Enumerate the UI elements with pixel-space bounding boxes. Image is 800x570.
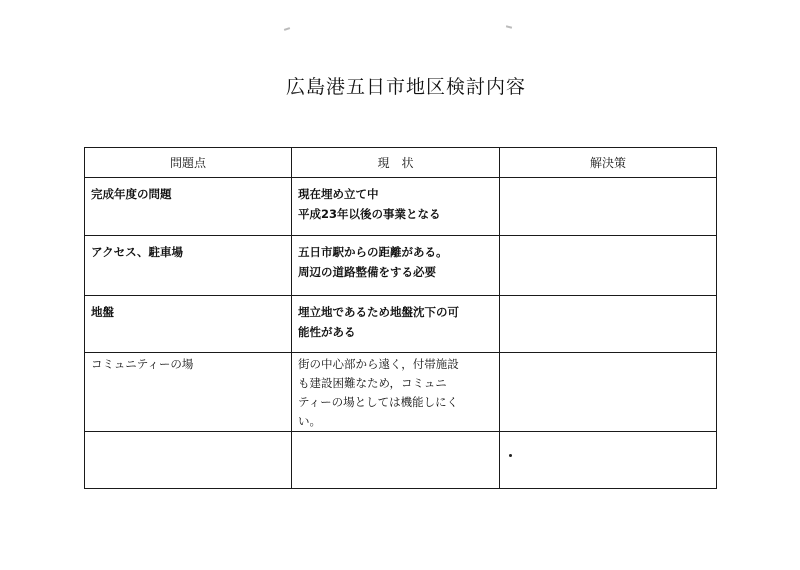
scan-mark-left bbox=[284, 27, 290, 31]
problem-text: 完成年度の問題 bbox=[91, 187, 172, 201]
status-line: も建設困難なため，コミュニ bbox=[298, 376, 447, 390]
solution-cell bbox=[500, 432, 717, 489]
status-cell bbox=[292, 296, 500, 353]
status-cell bbox=[292, 432, 500, 489]
status-cell bbox=[292, 178, 500, 236]
problem-cell bbox=[85, 353, 292, 432]
header-problem: 問題点 bbox=[85, 148, 292, 178]
table-row bbox=[85, 178, 717, 236]
status-line: 能性がある bbox=[298, 325, 356, 339]
solution-cell bbox=[500, 236, 717, 296]
solution-cell bbox=[500, 353, 717, 432]
solution-cell bbox=[500, 178, 717, 236]
status-cell bbox=[292, 236, 500, 296]
table-row bbox=[85, 296, 717, 353]
status-line: い。 bbox=[298, 414, 321, 428]
problem-text: アクセス、駐車場 bbox=[91, 245, 183, 259]
problem-cell bbox=[85, 296, 292, 353]
problem-text: 地盤 bbox=[91, 305, 114, 319]
header-solution: 解決策 bbox=[500, 148, 717, 178]
stray-dot bbox=[509, 454, 512, 457]
status-cell bbox=[292, 353, 500, 432]
header-status: 現 状 bbox=[292, 148, 500, 178]
table-header-row bbox=[85, 148, 717, 178]
status-line: 埋立地であるため地盤沈下の可 bbox=[298, 305, 459, 319]
solution-cell bbox=[500, 296, 717, 353]
status-line: 平成23年以後の事業となる bbox=[298, 207, 441, 221]
page-title: 広島港五日市地区検討内容 bbox=[285, 76, 526, 98]
status-line: ティーの場としては機能しにく bbox=[298, 395, 459, 409]
status-line: 現在埋め立て中 bbox=[298, 187, 379, 201]
table-row bbox=[85, 353, 717, 432]
solution-text bbox=[500, 353, 716, 355]
solution-text bbox=[500, 296, 716, 302]
status-line: 五日市駅からの距離がある。 bbox=[298, 245, 448, 259]
status-line: 周辺の道路整備をする必要 bbox=[298, 265, 436, 279]
status-line: 街の中心部から遠く，付帯施設 bbox=[298, 357, 459, 371]
problem-text: コミュニティーの場 bbox=[91, 357, 194, 371]
solution-text bbox=[500, 178, 716, 184]
review-table bbox=[84, 147, 717, 489]
problem-cell bbox=[85, 236, 292, 296]
problem-cell bbox=[85, 178, 292, 236]
scan-mark-right bbox=[506, 25, 512, 28]
table-row bbox=[85, 236, 717, 296]
solution-text bbox=[500, 236, 716, 242]
table-row bbox=[85, 432, 717, 489]
problem-text bbox=[85, 432, 291, 438]
problem-cell bbox=[85, 432, 292, 489]
